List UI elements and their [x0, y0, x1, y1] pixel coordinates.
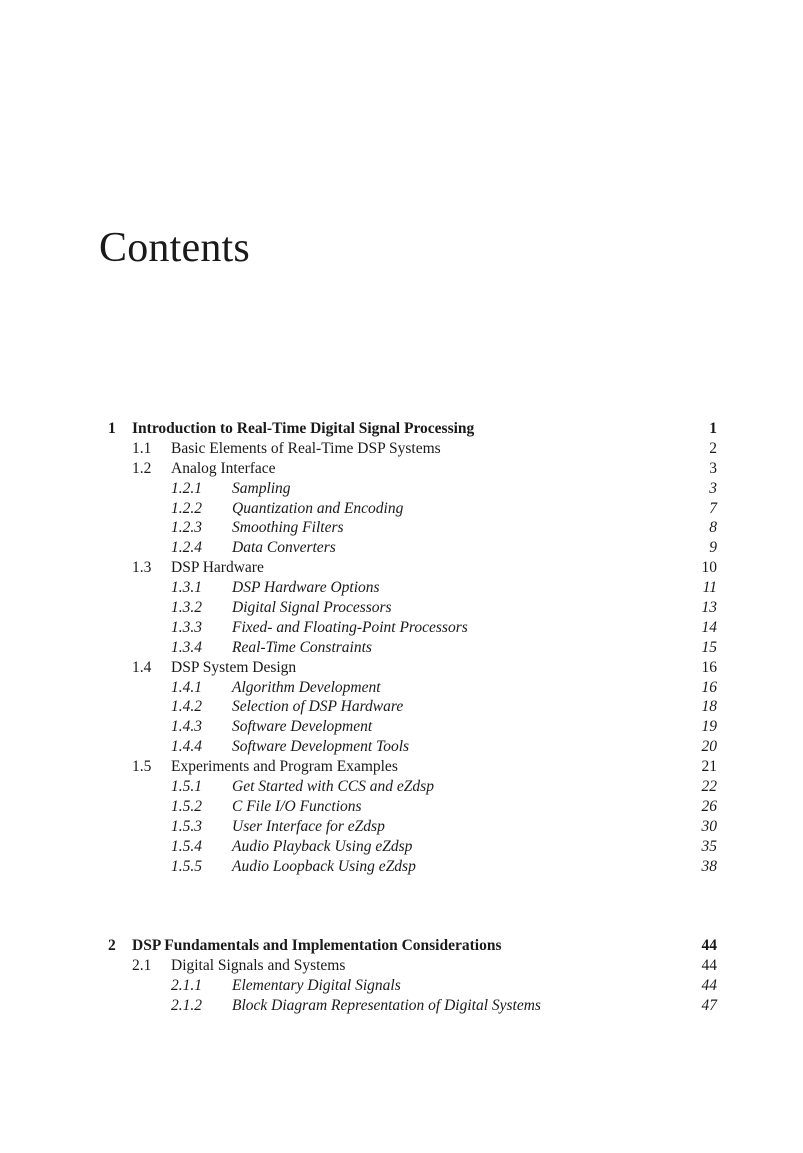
toc-chapter-page: 1	[709, 420, 717, 437]
toc-entry-title: Software Development Tools	[232, 738, 410, 756]
toc-chapter-title: DSP Fundamentals and Implementation Considerations	[132, 937, 502, 954]
toc-entry-page: 3	[709, 459, 717, 477]
toc-entry-page: 19	[701, 718, 717, 736]
toc-entry-page: 20	[701, 738, 717, 756]
toc-entry-title: Real-Time Constraints	[232, 638, 372, 656]
toc-entry-page: 44	[701, 976, 717, 994]
toc-chapter-row[interactable]	[0, 419, 803, 439]
toc-entry-title: Audio Playback Using eZdsp	[232, 837, 413, 855]
toc-entry-title: Block Diagram Representation of Digital Systems	[232, 996, 541, 1014]
toc-entry-number: 1.5.2	[171, 797, 202, 815]
toc-entry-number: 1.2	[132, 459, 152, 477]
toc-subsection-row[interactable]	[0, 697, 803, 717]
toc-entry-title: Data Converters	[232, 539, 336, 557]
toc-entry-number: 1.2.3	[171, 519, 202, 537]
toc-entry-page: 18	[701, 698, 717, 716]
toc-entry-title: Fixed- and Floating-Point Processors	[232, 618, 468, 636]
toc-entry-page: 38	[701, 857, 717, 875]
toc-entry-title: Smoothing Filters	[232, 519, 344, 537]
toc-entry-page: 15	[701, 638, 717, 656]
toc-subsection-row[interactable]	[0, 499, 803, 519]
toc-chapter-row[interactable]	[0, 936, 803, 956]
toc-section-row[interactable]	[0, 439, 803, 459]
toc-entry-title: Selection of DSP Hardware	[232, 698, 404, 716]
toc-subsection-row[interactable]	[0, 817, 803, 837]
toc-entry-number: 1.2.2	[171, 499, 202, 517]
toc-entry-number: 1.3	[132, 559, 152, 577]
toc-entry-title: DSP Hardware Options	[232, 579, 380, 597]
toc-entry-title: Sampling	[232, 479, 291, 497]
toc-subsection-row[interactable]	[0, 578, 803, 598]
toc-entry-title: Get Started with CCS and eZdsp	[232, 778, 434, 796]
toc-entry-page: 10	[701, 559, 717, 577]
page-title: Contents	[99, 225, 250, 271]
toc-chapter-title: Introduction to Real-Time Digital Signal Processing	[132, 420, 475, 437]
toc-entry-number: 1.2.4	[171, 539, 202, 557]
toc-subsection-row[interactable]	[0, 857, 803, 877]
toc-entry-number: 1.4.4	[171, 738, 202, 756]
toc-entry-page: 13	[701, 599, 717, 617]
toc-entry-page: 47	[701, 996, 717, 1014]
toc-subsection-row[interactable]	[0, 976, 803, 996]
toc-subsection-row[interactable]	[0, 618, 803, 638]
toc-entry-page: 16	[701, 678, 717, 696]
toc-entry-number: 1.1	[132, 439, 152, 457]
toc-entry-number: 1.5.3	[171, 817, 202, 835]
toc-entry-page: 22	[701, 778, 717, 796]
toc-entry-number: 1.4.2	[171, 698, 202, 716]
toc-entry-title: DSP Hardware	[171, 559, 264, 577]
toc-subsection-row[interactable]	[0, 638, 803, 658]
toc-section-row[interactable]	[0, 757, 803, 777]
toc-entry-page: 14	[701, 618, 717, 636]
toc-entry-title: DSP System Design	[171, 658, 297, 676]
toc-entry-number: 1.3.4	[171, 638, 202, 656]
toc-entry-page: 21	[701, 758, 717, 776]
toc-entry-number: 1.5.4	[171, 837, 202, 855]
toc-entry-title: Basic Elements of Real-Time DSP Systems	[171, 439, 441, 457]
toc-subsection-row[interactable]	[0, 797, 803, 817]
toc-entry-number: 1.5.1	[171, 778, 202, 796]
toc-entry-page: 8	[709, 519, 717, 537]
toc-subsection-row[interactable]	[0, 837, 803, 857]
toc-section-row[interactable]	[0, 558, 803, 578]
toc-subsection-row[interactable]	[0, 538, 803, 558]
toc-subsection-row[interactable]	[0, 598, 803, 618]
toc-subsection-row[interactable]	[0, 518, 803, 538]
toc-entry-number: 1.2.1	[171, 479, 202, 497]
toc-entry-page: 35	[701, 837, 717, 855]
toc-entry-title: Experiments and Program Examples	[171, 758, 398, 776]
toc-entry-page: 30	[701, 817, 717, 835]
toc-subsection-row[interactable]	[0, 737, 803, 757]
toc-entry-title: Digital Signal Processors	[232, 599, 392, 617]
toc-entry-title: Algorithm Development	[232, 678, 381, 696]
toc-section-row[interactable]	[0, 658, 803, 678]
toc-subsection-row[interactable]	[0, 717, 803, 737]
toc-entry-number: 1.4.3	[171, 718, 202, 736]
toc-entry-title: C File I/O Functions	[232, 797, 362, 815]
toc-subsection-row[interactable]	[0, 479, 803, 499]
toc-entry-title: User Interface for eZdsp	[232, 817, 385, 835]
toc-entry-number: 1.3.2	[171, 599, 202, 617]
toc-subsection-row[interactable]	[0, 678, 803, 698]
toc-entry-title: Elementary Digital Signals	[232, 976, 401, 994]
toc-entry-number: 2.1.2	[171, 996, 202, 1014]
toc-entry-title: Software Development	[232, 718, 373, 736]
toc-entry-number: 1.4	[132, 658, 152, 676]
toc-section-row[interactable]	[0, 956, 803, 976]
toc-entry-title: Audio Loopback Using eZdsp	[232, 857, 416, 875]
toc-entry-page: 26	[701, 797, 717, 815]
toc-chapter-1	[0, 419, 803, 876]
toc-entry-page: 7	[709, 499, 717, 517]
toc-subsection-row[interactable]	[0, 996, 803, 1016]
toc-entry-title: Digital Signals and Systems	[171, 956, 346, 974]
toc-entry-number: 1.5	[132, 758, 152, 776]
toc-entry-page: 2	[709, 439, 717, 457]
toc-entry-page: 16	[701, 658, 717, 676]
toc-entry-number: 1.3.3	[171, 618, 202, 636]
toc-chapter-page: 44	[701, 937, 717, 954]
toc-entry-number: 1.5.5	[171, 857, 202, 875]
toc-entry-page: 9	[709, 539, 717, 557]
toc-entry-number: 2.1.1	[171, 976, 202, 994]
toc-entry-number: 1.3.1	[171, 579, 202, 597]
toc-entry-page: 3	[709, 479, 717, 497]
toc-entry-title: Quantization and Encoding	[232, 499, 404, 517]
toc-chapter-2	[0, 936, 803, 1016]
toc-entry-page: 11	[702, 579, 717, 597]
toc-entry-title: Analog Interface	[171, 459, 276, 477]
toc-subsection-row[interactable]	[0, 777, 803, 797]
toc-entry-number: 1.4.1	[171, 678, 202, 696]
toc-section-row[interactable]	[0, 459, 803, 479]
toc-entry-page: 44	[701, 956, 717, 974]
toc-chapter-number: 2	[108, 937, 116, 954]
toc-chapter-number: 1	[108, 420, 116, 437]
toc-entry-number: 2.1	[132, 956, 152, 974]
